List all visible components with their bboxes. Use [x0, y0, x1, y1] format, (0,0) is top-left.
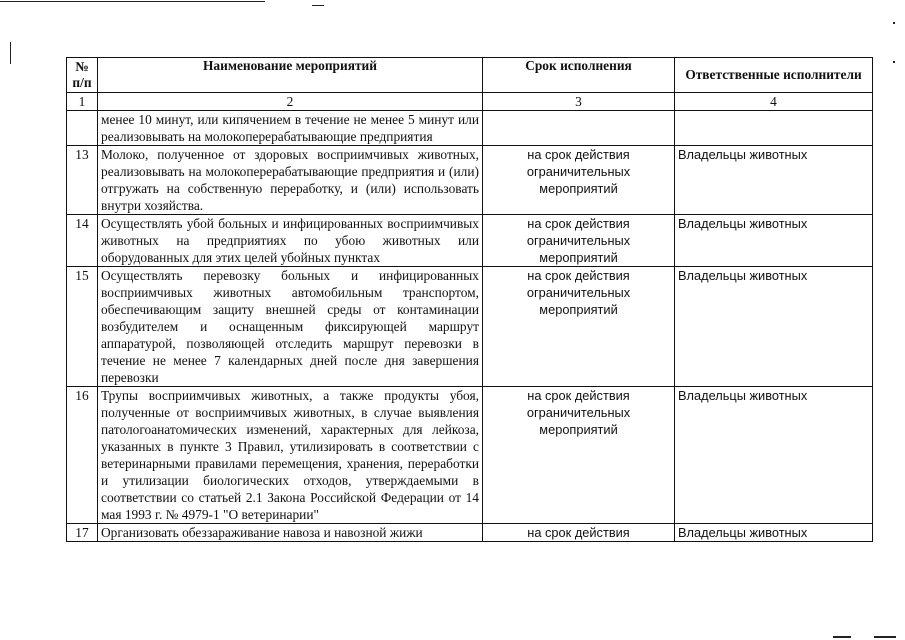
index-row [67, 93, 873, 111]
table-row [67, 267, 873, 387]
table-row [67, 146, 873, 215]
table-row [67, 111, 873, 146]
row-deadline: на срок действия ограничительных мероприятий [483, 387, 675, 524]
row-responsible: Владельцы животных [675, 524, 873, 542]
row-deadline: на срок действия [483, 524, 675, 542]
row-name: Осуществлять перевозку больных и инфицированных восприимчивых животных автомобильным транспортом, обеспечивающим защиту внешней среды от контаминации возбудителем и оснащенным фиксирующей маршрут аппаратурой, позволяющей отследить маршрут перевозки в течение не менее 7 календарных дней после дня завершения перевозки [98, 267, 483, 387]
index-cell: 3 [483, 93, 675, 111]
scan-artifact-bottom [833, 636, 851, 638]
row-num: 14 [67, 215, 98, 267]
table-row [67, 387, 873, 524]
index-cell: 1 [67, 93, 98, 111]
scan-artifact-right [893, 22, 895, 24]
row-deadline: на срок действия ограничительных мероприятий [483, 215, 675, 267]
index-cell: 4 [675, 93, 873, 111]
table-header-row [67, 58, 873, 93]
header-num: № п/п [67, 58, 98, 93]
scan-artifact-left [10, 42, 11, 64]
row-deadline: на срок действия ограничительных мероприятий [483, 146, 675, 215]
scan-artifact-right-2 [893, 61, 895, 63]
scan-artifact-top [0, 1, 265, 2]
row-name: менее 10 минут, или кипячением в течение не менее 5 минут или реализовывать на молокоперерабатывающие предприятия [98, 111, 483, 146]
row-responsible [675, 111, 873, 146]
scan-artifact-top-2 [312, 5, 324, 6]
row-name: Организовать обеззараживание навоза и навозной жижи [98, 524, 483, 542]
row-responsible: Владельцы животных [675, 387, 873, 524]
row-responsible: Владельцы животных [675, 215, 873, 267]
header-deadline: Срок исполнения [483, 58, 675, 93]
header-name: Наименование мероприятий [98, 58, 483, 93]
row-responsible: Владельцы животных [675, 267, 873, 387]
row-num: 17 [67, 524, 98, 542]
row-name: Трупы восприимчивых животных, а также продукты убоя, полученные от восприимчивых животных, в случае выявления патологоанатомических изменений, характерных для лейкоза, указанных в пункте 3 Правил, утилизировать в соответствии с ветеринарными правилами перемещения, хранения, переработки и утилизации биологических отходов, утверждаемыми в соответствии со статьей 2.1 Закона Российской Федерации от 14 мая 1993 г. № 4979-1 "О ветеринарии" [98, 387, 483, 524]
row-deadline [483, 111, 675, 146]
table-row [67, 215, 873, 267]
row-name: Молоко, полученное от здоровых восприимчивых животных, реализовывать на молокоперерабатывающие предприятия и (или) отгружать на собственную переработку, и (или) использовать внутри хозяйства. [98, 146, 483, 215]
row-responsible: Владельцы животных [675, 146, 873, 215]
scan-artifact-bottom-2 [874, 636, 896, 638]
row-num: 16 [67, 387, 98, 524]
row-name: Осуществлять убой больных и инфицированных восприимчивых животных на предприятиях по убою животных или оборудованных для этих целей убойных пунктах [98, 215, 483, 267]
row-deadline: на срок действия ограничительных мероприятий [483, 267, 675, 387]
measures-table [66, 57, 873, 542]
row-num [67, 111, 98, 146]
row-num: 15 [67, 267, 98, 387]
table-row [67, 524, 873, 542]
row-num: 13 [67, 146, 98, 215]
index-cell: 2 [98, 93, 483, 111]
header-responsible: Ответственные исполнители [675, 58, 873, 93]
